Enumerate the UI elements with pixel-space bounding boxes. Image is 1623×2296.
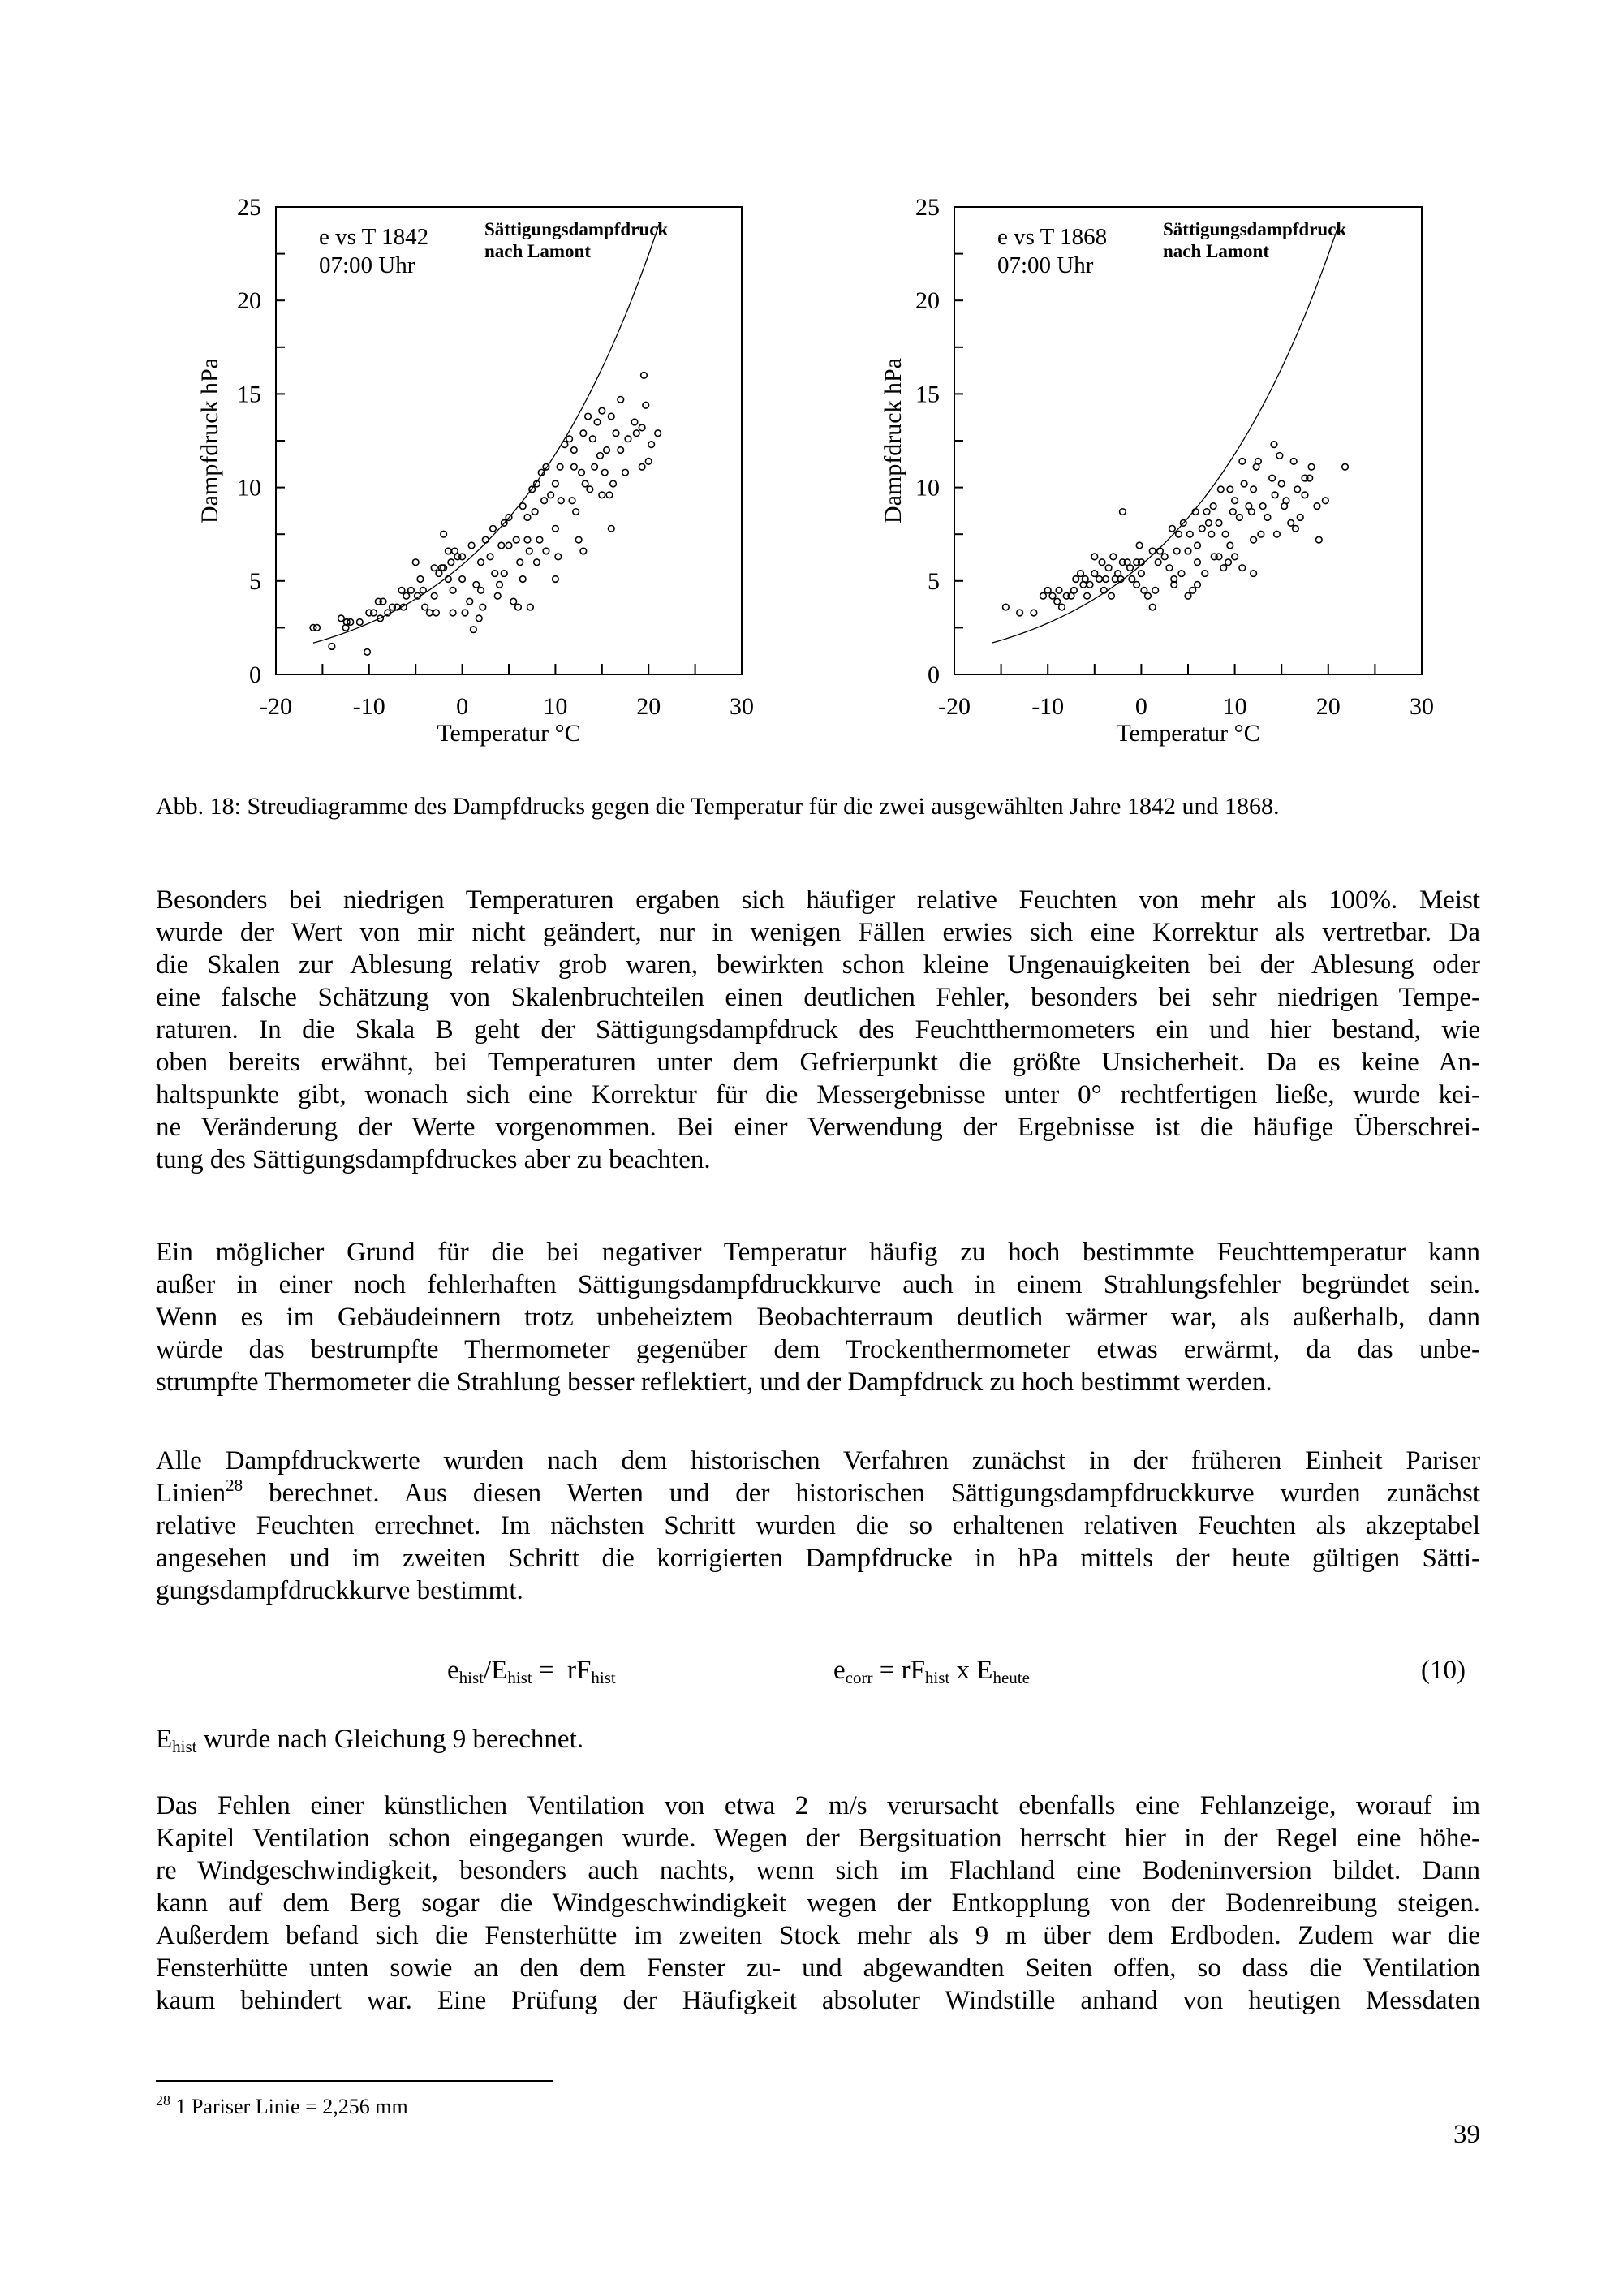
data-point xyxy=(543,548,549,554)
x-tick-label: -10 xyxy=(1031,693,1065,720)
data-point xyxy=(1103,576,1109,583)
footnote: $^{28}$ 1 Pariser Linie = 2,256 mm xyxy=(156,2092,408,2118)
data-point xyxy=(1078,571,1084,577)
data-point xyxy=(631,419,638,425)
data-point xyxy=(534,559,540,566)
data-point xyxy=(1294,486,1301,493)
data-point xyxy=(1056,588,1062,594)
paragraph-3 xyxy=(156,1445,1480,1607)
text-line: strumpfte Thermometer die Strahlung besser reflektiert, und der Dampfdruck zu hoch bestimmt werden. xyxy=(156,1368,1272,1397)
data-point xyxy=(622,469,629,476)
data-point xyxy=(1149,604,1156,610)
data-point xyxy=(527,604,534,610)
data-point xyxy=(487,554,493,560)
data-point xyxy=(1302,492,1308,498)
data-point xyxy=(398,588,405,594)
data-point xyxy=(1105,565,1112,571)
data-point xyxy=(1149,548,1156,554)
data-point xyxy=(1202,571,1208,577)
data-point xyxy=(1099,559,1105,566)
data-point xyxy=(1297,515,1303,521)
text-line: kaum behindert war. Eine Prüfung der Häufigkeit absoluter Windstille anhand von heutigen Messdaten xyxy=(156,1986,1480,2015)
saturation-curve xyxy=(992,222,1340,643)
data-point xyxy=(1229,509,1236,515)
data-point xyxy=(1199,525,1205,532)
figure-scatterplots xyxy=(0,0,1623,779)
y-tick-label: 20 xyxy=(915,287,940,315)
x-tick-label: 0 xyxy=(456,693,469,720)
data-point xyxy=(625,436,631,442)
data-point xyxy=(555,554,562,560)
chart-subtitle: 07:00 Uhr xyxy=(319,252,415,278)
data-point xyxy=(357,619,364,626)
data-point xyxy=(408,588,415,594)
data-point xyxy=(571,463,578,470)
y-tick-label: 5 xyxy=(249,567,261,595)
data-point xyxy=(510,598,517,605)
data-point xyxy=(446,548,452,554)
data-point xyxy=(1031,610,1037,616)
data-point xyxy=(1185,592,1191,599)
text-line: Alle Dampfdruckwerte wurden nach dem historischen Verfahren zunächst in der früheren Einheit Pariser xyxy=(156,1446,1480,1475)
data-point xyxy=(1232,554,1238,560)
y-tick-label: 10 xyxy=(915,474,940,502)
data-point xyxy=(575,536,582,543)
data-point xyxy=(478,588,484,594)
data-point xyxy=(1206,520,1212,527)
data-point xyxy=(1274,531,1281,537)
data-point xyxy=(1271,442,1277,448)
y-tick-label: 0 xyxy=(249,661,261,688)
figure-caption: Abb. 18: Streudiagramme des Dampfdrucks gegen die Temperatur für die zwei ausgewählten Jahre 1842 und 1868. xyxy=(156,793,1280,820)
data-point xyxy=(1176,531,1182,537)
data-point xyxy=(1315,536,1322,543)
data-point xyxy=(1073,576,1079,583)
data-point xyxy=(618,447,624,454)
data-point xyxy=(639,424,645,431)
data-point xyxy=(501,571,507,577)
data-point xyxy=(1203,509,1210,515)
x-tick-label: 30 xyxy=(730,693,754,720)
text-line: oben bereits erwähnt, bei Temperaturen unter dem Gefrierpunkt die größte Unsicherheit. Da es keine An- xyxy=(156,1048,1480,1077)
data-point xyxy=(490,525,497,532)
data-point xyxy=(515,604,522,610)
footnote-ref[interactable]: 28 xyxy=(226,1475,243,1495)
saturation-curve xyxy=(313,222,660,643)
x-tick-label: -20 xyxy=(938,693,971,720)
data-point xyxy=(1003,604,1010,610)
data-point xyxy=(594,419,601,425)
chart-2 xyxy=(880,194,1434,747)
data-point xyxy=(492,571,498,577)
data-point xyxy=(1272,492,1278,498)
ehist-sentence: $E_{hist}$ wurde nach Gleichung 9 berechnet. xyxy=(156,1725,583,1756)
text-line: eine falsche Schätzung von Skalenbruchteilen einen deutlichen Fehler, besonders bei sehr niedrigen Tempe- xyxy=(156,983,1480,1012)
data-point xyxy=(1166,565,1173,571)
data-point xyxy=(1293,525,1299,532)
data-point xyxy=(1169,525,1176,532)
data-point xyxy=(1308,463,1315,470)
data-point xyxy=(1195,559,1201,566)
data-point xyxy=(608,413,614,420)
data-point xyxy=(1259,503,1266,510)
y-tick-label: 25 xyxy=(915,194,940,221)
data-point xyxy=(606,492,613,498)
text-line: kann auf dem Berg sogar die Windgeschwindigkeit wegen der Entkopplung von der Bodenreibung steigen. xyxy=(156,1889,1480,1918)
data-point xyxy=(645,459,652,465)
curve-label-2: nach Lamont xyxy=(484,241,591,261)
data-point xyxy=(498,542,505,549)
data-point xyxy=(553,576,559,583)
equation-number: (10) xyxy=(1421,1656,1466,1685)
chart-subtitle: 07:00 Uhr xyxy=(997,252,1094,278)
footnote-divider xyxy=(156,2080,553,2082)
y-tick-label: 15 xyxy=(237,381,261,408)
data-point xyxy=(566,436,573,442)
text-line: haltspunkte gibt, wonach sich eine Korrektur für die Messergebnisse unter 0° rechtfertigen ließe, wurde kei- xyxy=(156,1080,1480,1109)
y-tick-label: 10 xyxy=(237,474,261,502)
paragraph-4 xyxy=(156,1790,1480,2017)
data-point xyxy=(1269,475,1276,481)
text-line: außer in einer noch fehlerhaften Sättigungsdampfdruckkurve auch in einem Strahlungsfehler begründet sein. xyxy=(156,1270,1480,1299)
paragraph-2 xyxy=(156,1236,1480,1398)
y-axis-title: Dampfdruck hPa xyxy=(880,357,906,524)
data-point xyxy=(553,525,559,532)
data-point xyxy=(1120,509,1126,515)
data-point xyxy=(476,615,482,622)
data-point xyxy=(1173,548,1180,554)
data-point xyxy=(641,373,648,379)
text-line: Außerdem befand sich die Fensterhütte im zweiten Stock mehr als 9 m über dem Erdboden. Zudem war die xyxy=(156,1921,1480,1950)
data-point xyxy=(1096,576,1103,583)
x-axis-title: Temperatur °C xyxy=(437,720,581,747)
data-point xyxy=(524,536,531,543)
data-point xyxy=(532,509,538,515)
data-point xyxy=(1314,503,1320,510)
data-point xyxy=(427,610,433,616)
x-tick-label: 20 xyxy=(636,693,661,720)
paragraph-1 xyxy=(156,884,1480,1176)
data-point xyxy=(648,442,655,448)
data-point xyxy=(548,492,554,498)
data-point xyxy=(1290,459,1297,465)
data-point xyxy=(468,542,475,549)
data-point xyxy=(1091,554,1098,560)
data-point xyxy=(1087,582,1093,588)
data-point xyxy=(467,598,473,605)
data-point xyxy=(1195,582,1201,588)
data-point xyxy=(1264,515,1271,521)
data-point xyxy=(1187,531,1194,537)
data-point xyxy=(1227,542,1233,549)
data-point xyxy=(1091,571,1098,577)
data-point xyxy=(610,480,617,487)
data-point xyxy=(526,548,532,554)
data-point xyxy=(506,542,512,549)
data-point xyxy=(1127,565,1134,571)
data-point xyxy=(417,576,424,583)
data-point xyxy=(1152,588,1159,594)
curve-label-2: nach Lamont xyxy=(1163,241,1269,261)
equation-right: $e_{corr} = rF_{hist}$ x $E_{heute}$ xyxy=(833,1656,1030,1687)
data-point xyxy=(1049,592,1056,599)
data-point xyxy=(608,525,614,532)
text-line: Kapitel Ventilation schon eingegangen wurde. Wegen der Bergsituation herrscht hier in der Regel eine höhe- xyxy=(156,1824,1480,1853)
text-line: Besonders bei niedrigen Temperaturen ergaben sich häufiger relative Feuchten von mehr als 100%. Meist xyxy=(156,885,1480,915)
data-point xyxy=(431,565,437,571)
data-point xyxy=(473,582,480,588)
data-point xyxy=(1084,592,1091,599)
equation-left: $e_{hist}/E_{hist} = rF_{hist}$ xyxy=(447,1656,616,1687)
data-point xyxy=(462,610,468,616)
data-point xyxy=(1178,571,1185,577)
data-point xyxy=(519,503,526,510)
data-point xyxy=(1283,498,1289,504)
data-point xyxy=(597,453,604,459)
data-point xyxy=(1258,531,1264,537)
data-point xyxy=(1109,592,1115,599)
data-point xyxy=(655,430,661,437)
data-point xyxy=(601,469,608,476)
data-point xyxy=(1216,520,1222,527)
text-line: raturen. In die Skala B geht der Sättigungsdampfdruck des Feuchtthermometers ein und hier bestand, wie xyxy=(156,1015,1480,1045)
data-point xyxy=(1071,588,1078,594)
data-point xyxy=(1044,588,1051,594)
data-point xyxy=(1210,503,1216,510)
data-point xyxy=(1129,576,1135,583)
data-point xyxy=(403,592,410,599)
data-point xyxy=(441,531,447,537)
data-point xyxy=(450,610,456,616)
data-point xyxy=(1278,480,1285,487)
text-line: Das Fehlen einer künstlichen Ventilation von etwa 2 m/s verursacht ebenfalls eine Fehlanzeige, worauf im xyxy=(156,1791,1480,1820)
data-point xyxy=(599,407,605,414)
data-point xyxy=(1232,498,1238,504)
x-tick-label: -10 xyxy=(352,693,385,720)
data-point xyxy=(599,492,605,498)
chart-title: e vs T 1842 xyxy=(319,224,429,250)
data-point xyxy=(412,559,419,566)
x-tick-label: 10 xyxy=(543,693,568,720)
data-point xyxy=(643,402,649,408)
data-point xyxy=(1155,559,1161,566)
data-point xyxy=(1251,571,1257,577)
y-tick-label: 5 xyxy=(928,567,940,595)
data-point xyxy=(557,463,563,470)
text-line: Ein möglicher Grund für die bei negativer Temperatur häufig zu hoch bestimmte Feuchttemperatur kann xyxy=(156,1238,1480,1267)
data-point xyxy=(1239,565,1246,571)
text-line: ne Veränderung der Werte vorgenommen. Bei einer Verwendung der Ergebnisse ist die häufige Überschrei- xyxy=(156,1113,1480,1142)
data-point xyxy=(1134,582,1140,588)
data-point xyxy=(633,430,639,437)
text-line: gungsdampfdruckkurve bestimmt. xyxy=(156,1576,523,1605)
data-point xyxy=(580,430,587,437)
data-point xyxy=(1222,531,1229,537)
data-point xyxy=(517,559,523,566)
data-point xyxy=(1082,576,1088,583)
x-tick-label: 30 xyxy=(1410,693,1434,720)
data-point xyxy=(480,604,486,610)
data-point xyxy=(422,604,428,610)
data-point xyxy=(1342,463,1349,470)
data-point xyxy=(1145,592,1152,599)
curve-label: Sättigungsdampfdruck xyxy=(484,219,669,239)
data-point xyxy=(471,627,477,633)
data-point xyxy=(478,559,484,566)
data-point xyxy=(1288,520,1294,527)
data-point xyxy=(536,536,543,543)
data-point xyxy=(573,509,579,515)
data-point xyxy=(1195,542,1201,549)
page-number: 39 xyxy=(1453,2120,1480,2149)
data-point xyxy=(1141,588,1147,594)
data-point xyxy=(513,536,519,543)
data-point xyxy=(590,436,596,442)
data-point xyxy=(1218,486,1225,493)
text-line: Linien$^{28}$ berechnet. Aus diesen Werten und der historischen Sättigungsdampfdruckkurve wurden zunächst xyxy=(156,1475,1480,1508)
data-point xyxy=(618,397,624,403)
data-point xyxy=(1276,453,1283,459)
data-point xyxy=(1225,559,1232,566)
data-point xyxy=(1136,542,1143,549)
text-line: tung des Sättigungsdampfdruckes aber zu beachten. xyxy=(156,1145,711,1174)
data-point xyxy=(541,498,548,504)
data-point xyxy=(494,592,501,599)
data-point xyxy=(639,463,645,470)
data-point xyxy=(1157,548,1164,554)
data-point xyxy=(582,480,588,487)
y-tick-label: 20 xyxy=(237,287,261,315)
data-point xyxy=(585,413,592,420)
data-point xyxy=(1255,459,1262,465)
data-point xyxy=(529,486,536,493)
data-point xyxy=(1017,610,1023,616)
y-tick-label: 0 xyxy=(928,661,940,688)
y-tick-label: 25 xyxy=(237,194,261,221)
x-axis-title: Temperatur °C xyxy=(1116,720,1260,747)
data-point xyxy=(1059,604,1065,610)
text-line: angesehen und im zweiten Schritt die korrigierten Dampfdrucke in hPa mittels der heute gültigen Sätti- xyxy=(156,1544,1480,1573)
data-point xyxy=(1323,498,1329,504)
data-point xyxy=(1040,592,1047,599)
data-point xyxy=(433,610,440,616)
text-line: re Windgeschwindigkeit, besonders auch nachts, wenn sich im Flachland eine Bodeninversion bildet. Dann xyxy=(156,1856,1480,1885)
data-point xyxy=(1220,565,1227,571)
data-point xyxy=(519,576,526,583)
data-point xyxy=(613,430,619,437)
data-point xyxy=(1139,571,1145,577)
text-line: relative Feuchten errechnet. Im nächsten Schritt wurden die so erhaltenen relativen Feuchten als akzeptabel xyxy=(156,1511,1480,1540)
data-point xyxy=(558,498,564,504)
data-point xyxy=(420,588,427,594)
data-point xyxy=(1054,598,1061,605)
y-tick-label: 15 xyxy=(915,381,940,408)
data-point xyxy=(592,463,598,470)
data-point xyxy=(1227,486,1233,493)
data-point xyxy=(1237,515,1243,521)
y-axis-title: Dampfdruck hPa xyxy=(196,357,223,524)
data-point xyxy=(587,486,593,493)
data-point xyxy=(1208,531,1215,537)
data-point xyxy=(1161,554,1168,560)
data-point xyxy=(338,615,345,622)
text-line: die Skalen zur Ablesung relativ grob waren, bewirkten schon kleine Ungenauigkeiten bei der Ablesung oder xyxy=(156,950,1480,980)
data-point xyxy=(580,548,587,554)
data-point xyxy=(459,576,466,583)
text-line: Wenn es im Gebäudeinnern trotz unbeheiztem Beobachterraum deutlich wärmer war, als außerhalb, dann xyxy=(156,1303,1480,1332)
data-point xyxy=(448,559,454,566)
x-tick-label: 20 xyxy=(1315,693,1341,720)
chart-title: e vs T 1868 xyxy=(997,224,1108,250)
x-tick-label: 0 xyxy=(1134,693,1147,720)
data-point xyxy=(604,447,610,454)
data-point xyxy=(1251,486,1257,493)
text-line: Fensterhütte unten sowie an den dem Fenster zu- und abgewandten Seiten offen, so dass die Ventilation xyxy=(156,1954,1480,1983)
chart-1 xyxy=(196,194,754,747)
data-point xyxy=(562,442,568,448)
x-tick-label: -20 xyxy=(260,693,292,720)
text-line: wurde der Wert von mir nicht geändert, nur in wenigen Fällen erwies sich eine Korrektur als vertretbar. Da xyxy=(156,918,1480,947)
data-point xyxy=(571,447,578,454)
data-point xyxy=(1185,548,1191,554)
data-point xyxy=(553,480,559,487)
data-point xyxy=(483,536,489,543)
text-line: würde das bestrumpfte Thermometer gegenüber dem Trockenthermometer etwas erwärmt, da das unbe- xyxy=(156,1335,1480,1364)
data-point xyxy=(1241,480,1247,487)
data-point xyxy=(364,649,371,656)
data-point xyxy=(1190,588,1196,594)
data-point xyxy=(1249,509,1255,515)
data-point xyxy=(329,644,335,650)
curve-label: Sättigungsdampfdruck xyxy=(1163,219,1347,239)
data-point xyxy=(569,498,575,504)
data-point xyxy=(497,582,503,588)
data-point xyxy=(1110,554,1117,560)
data-point xyxy=(431,592,437,599)
x-tick-label: 10 xyxy=(1222,693,1247,720)
data-point xyxy=(579,469,585,476)
data-point xyxy=(1239,459,1246,465)
data-point xyxy=(446,576,452,583)
data-point xyxy=(524,515,531,521)
data-point xyxy=(1251,536,1257,543)
data-point xyxy=(450,588,456,594)
